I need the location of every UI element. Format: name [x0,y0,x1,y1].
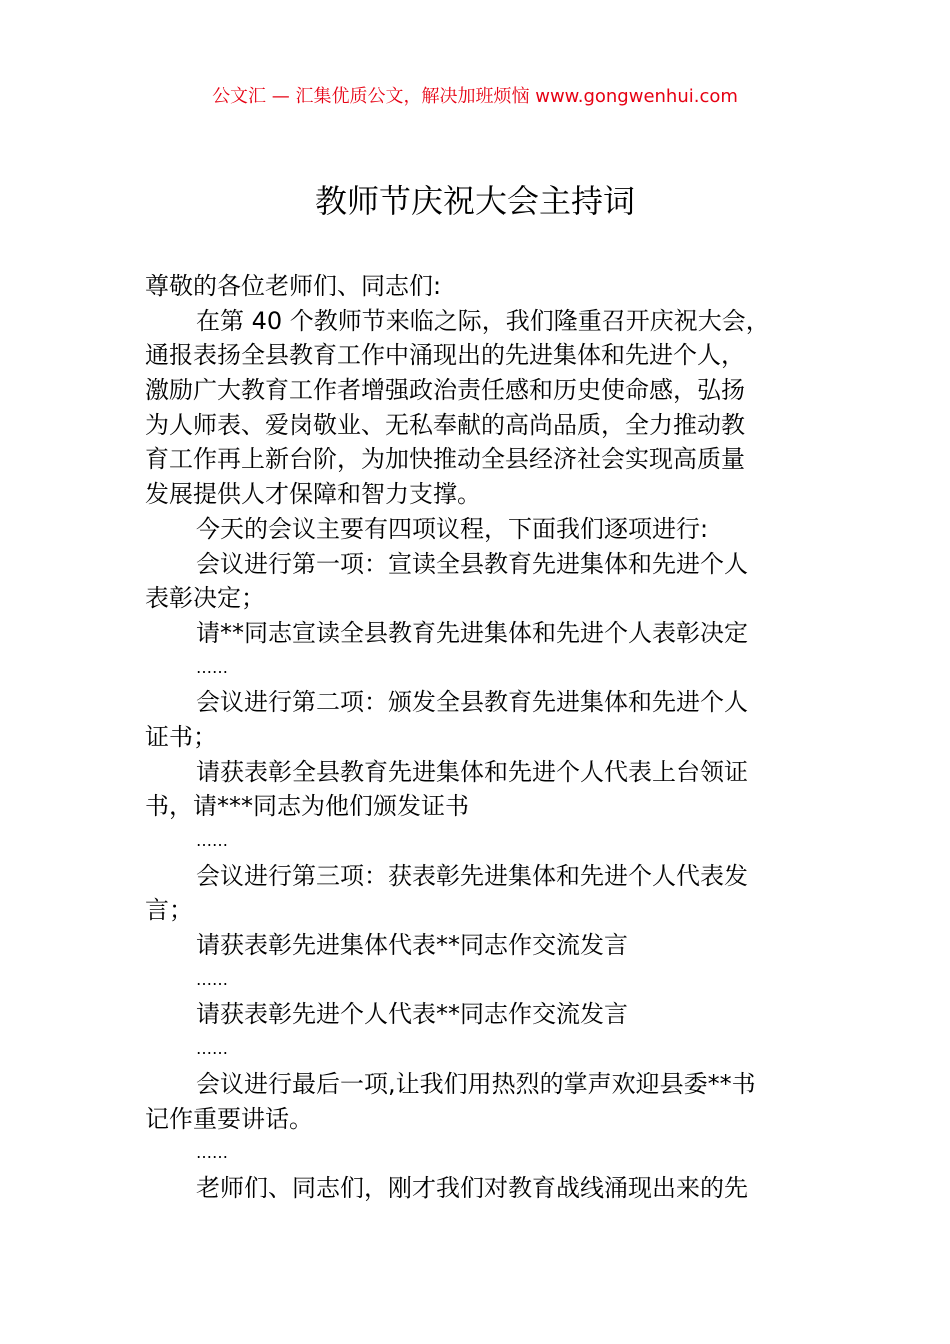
paragraph-line: 在第 40 个教师节来临之际，我们隆重召开庆祝大会， [196,306,770,335]
document-title: 教师节庆祝大会主持词 [314,182,635,220]
agenda-intro-line: 今天的会议主要有四项议程，下面我们逐项进行: [196,514,709,543]
paragraph-line: 请获表彰先进集体代表**同志作交流发言 [196,931,628,960]
agenda-item-1-line: 表彰决定； [145,584,265,613]
ellipsis-line: …… [196,831,228,850]
agenda-item-4-line: 记作重要讲话。 [145,1104,313,1133]
ellipsis-line: …… [196,657,228,677]
ellipsis-line: …… [196,969,228,989]
paragraph-line: 书，请***同志为他们颁发证书 [145,792,469,821]
paragraph-line: 通报表扬全县教育工作中涌现出的先进集体和先进个人， [145,341,745,370]
ellipsis-line: …… [196,1143,228,1163]
paragraph-line: 激励广大教育工作者增强政治责任感和历史使命感，弘扬 [145,376,745,405]
agenda-item-1-line: 会议进行第一项：宣读全县教育先进集体和先进个人 [196,549,748,578]
document-body [145,269,810,1206]
agenda-item-2-line: 会议进行第二项：颁发全县教育先进集体和先进个人 [196,688,748,717]
salutation-line: 尊敬的各位老师们、同志们: [145,272,442,300]
site-banner: 公文汇 — 汇集优质公文，解决加班烦恼 www.gongwenhui.com [212,86,738,107]
paragraph-line: 育工作再上新台阶，为加快推动全县经济社会实现高质量 [145,445,745,474]
paragraph-line: 请获表彰先进个人代表**同志作交流发言 [196,1000,628,1029]
agenda-item-4-line: 会议进行最后一项,让我们用热烈的掌声欢迎县委**书 [196,1069,756,1098]
paragraph-line: 为人师表、爱岗敬业、无私奉献的高尚品质，全力推动教 [145,410,745,439]
ellipsis-line: …… [196,1039,228,1059]
agenda-item-3-line: 言； [145,896,193,925]
agenda-item-2-line: 证书； [145,722,217,751]
paragraph-line: 请获表彰全县教育先进集体和先进个人代表上台领证 [196,757,748,786]
agenda-item-3-line: 会议进行第三项：获表彰先进集体和先进个人代表发 [196,861,748,890]
paragraph-line: 发展提供人才保障和智力支撑。 [145,480,481,509]
paragraph-line: 老师们、同志们，刚才我们对教育战线涌现出来的先 [196,1173,748,1202]
paragraph-line: 请**同志宣读全县教育先进集体和先进个人表彰决定 [196,618,748,647]
